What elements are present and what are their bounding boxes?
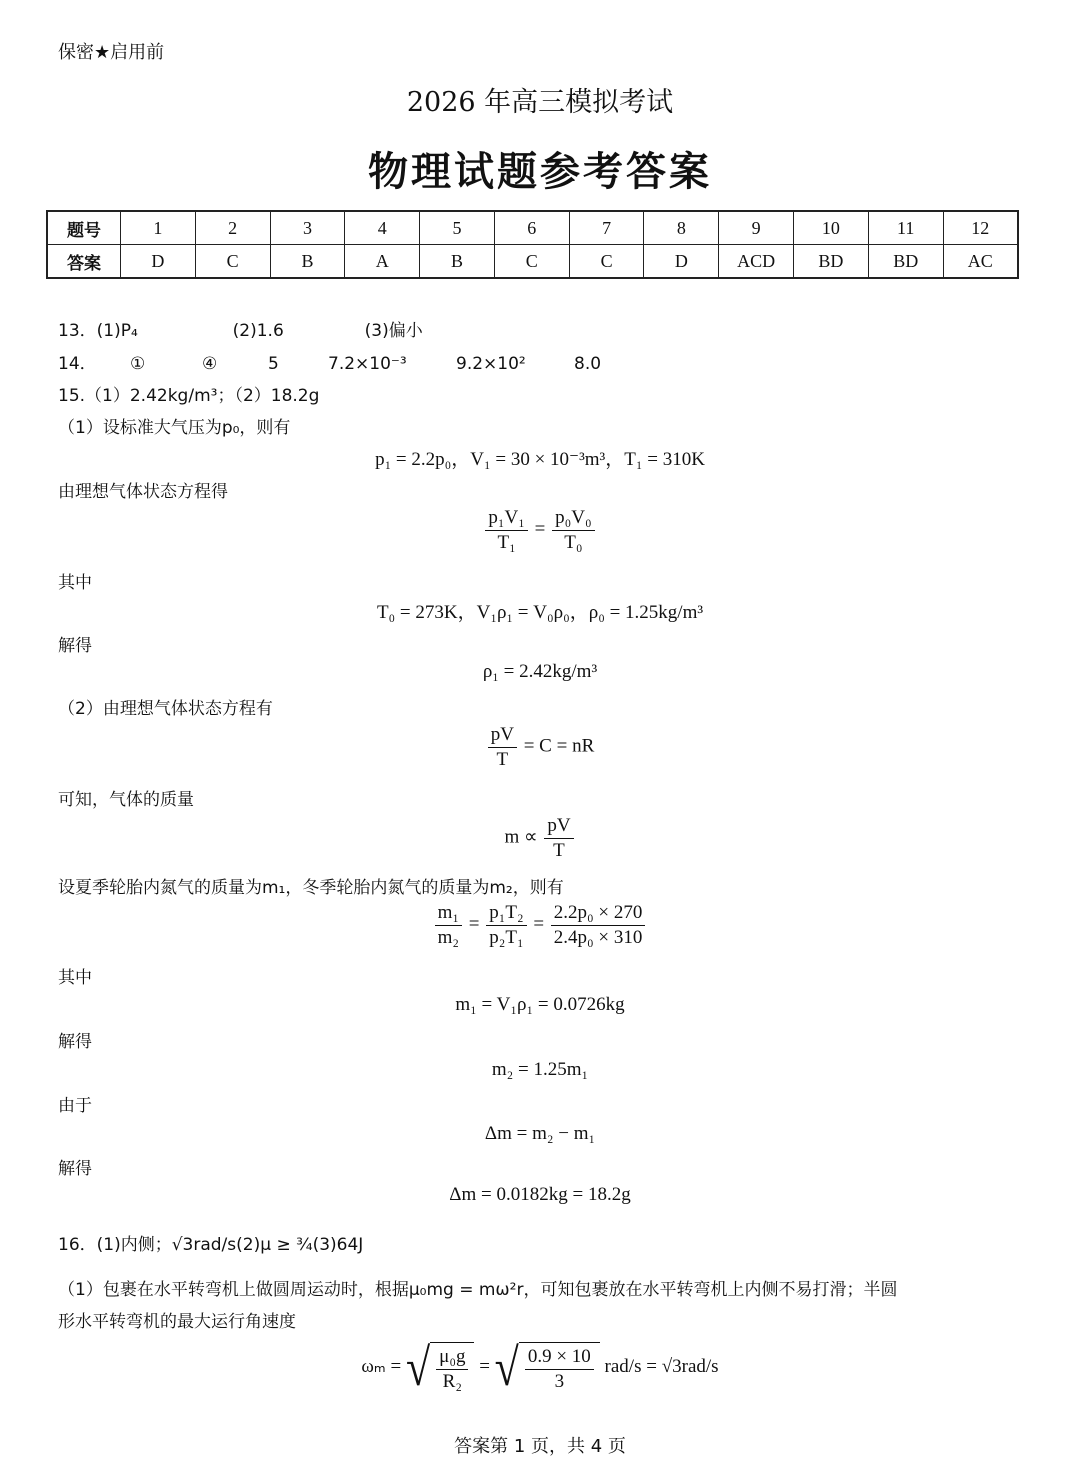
table-cell: 1	[121, 211, 196, 245]
q15-eq6	[0, 814, 1080, 863]
q14-answer	[58, 349, 601, 374]
fraction-denominator: T	[553, 839, 565, 861]
table-cell: 11	[868, 211, 943, 245]
q15-part1-intro: （1）设标准大气压为p₀，则有	[58, 418, 291, 438]
q14-item: 5	[268, 354, 279, 374]
table-cell: 3	[270, 211, 345, 245]
q15-eq4: ρ₁ = 2.42kg/m³	[482, 661, 598, 682]
fraction-numerator: 0.9 × 10	[525, 1345, 594, 1370]
square-root: √ $\frac{0.9 \times 10}{3}$	[495, 1342, 600, 1394]
q13-label: 13．	[58, 321, 97, 341]
fraction-numerator: 2.2p₀ × 270	[551, 901, 646, 926]
table-cell: C	[494, 245, 569, 279]
fraction-numerator: p₁T₂	[486, 901, 526, 926]
q15-eq9: m₂ = 1.25m₁	[491, 1059, 589, 1080]
equation-left: ωₘ =	[361, 1356, 402, 1378]
q15-text: 由于	[58, 1096, 92, 1116]
table-cell: B	[270, 245, 345, 279]
q14-item: 7.2×10⁻³	[328, 354, 407, 374]
q15-text: 由理想气体状态方程得	[58, 482, 228, 502]
table-cell: C	[569, 245, 644, 279]
q15-eq11: Δm = 0.0182kg = 18.2g	[449, 1184, 631, 1205]
q14-item: ④	[202, 354, 218, 374]
table-cell: 8	[644, 211, 719, 245]
table-cell: BD	[868, 245, 943, 279]
table-cell: 9	[719, 211, 794, 245]
q14-item: 8.0	[574, 354, 602, 374]
table-cell: 5	[420, 211, 495, 245]
table-cell: C	[195, 245, 270, 279]
table-cell: D	[644, 245, 719, 279]
q15-text: 可知，气体的质量	[58, 790, 194, 810]
q15-eq7: $\frac{\text{m₁}}{\text{m₂}}$ = $\frac{\text{p₁T₂}}{\text{p₂T₁}}$ = $\frac{\text{2.2p₀ × 270}}{\text{2.4p₀ × 310}}$	[0, 901, 1080, 950]
q14-item: ①	[130, 354, 146, 374]
fraction-numerator: p₀V₀	[552, 506, 594, 531]
q13-part1: (1)P₄	[96, 321, 138, 341]
table-cell: 10	[794, 211, 869, 245]
q13-part2: (2)1.6	[232, 321, 284, 341]
equation-tail: rad/s = √3rad/s	[604, 1356, 719, 1378]
confidential-mark: 保密★启用前	[58, 42, 165, 63]
table-cell: 4	[345, 211, 420, 245]
q15-text: 其中	[58, 968, 92, 988]
fraction-numerator: μ₀g	[436, 1345, 468, 1370]
fraction-denominator: 3	[554, 1370, 565, 1392]
q15-eq1: p₁ = 2.2p₀，V₁ = 30 × 10⁻³m³，T₁ = 310K	[375, 449, 705, 470]
exam-title: 2026 年高三模拟考试	[406, 87, 674, 118]
q14-item: 9.2×10²	[456, 354, 526, 374]
q15-eq5	[0, 723, 1080, 772]
table-cell: 6	[494, 211, 569, 245]
page-footer: 答案第 1 页，共 4 页	[454, 1436, 626, 1457]
q15-part2-intro: （2）由理想气体状态方程有	[58, 699, 273, 719]
equation-left: m ∝	[504, 826, 538, 848]
q16-summary: 16．(1)内侧；√3rad/s(2)μ ≥ ¾(3)64J	[58, 1235, 364, 1255]
q15-eq10: Δm = m₂ − m₁	[484, 1123, 596, 1144]
fraction-numerator: pV	[488, 723, 517, 748]
table-cell: ACD	[719, 245, 794, 279]
fraction-denominator: m₂	[437, 926, 459, 948]
fraction-numerator: m₁	[435, 901, 462, 926]
fraction-numerator: pV	[544, 814, 573, 839]
q15-eq8: m₁ = V₁ρ₁ = 0.0726kg	[455, 994, 625, 1015]
fraction-numerator: p₁V₁	[485, 506, 527, 531]
q15-text: 其中	[58, 573, 92, 593]
table-cell: 12	[943, 211, 1018, 245]
row-label-number: 题号	[47, 211, 121, 245]
fraction-denominator: p₂T₁	[489, 926, 524, 948]
row-label-answer: 答案	[47, 245, 121, 279]
answer-row	[47, 245, 1018, 279]
q13-part3: (3)偏小	[364, 321, 423, 341]
table-cell: A	[345, 245, 420, 279]
fraction-denominator: T₀	[564, 531, 583, 553]
table-cell: B	[420, 245, 495, 279]
q15-eq3: T₀ = 273K，V₁ρ₁ = V₀ρ₀，ρ₀ = 1.25kg/m³	[376, 602, 704, 623]
q15-text: 解得	[58, 1159, 92, 1179]
fraction-denominator: R₂	[442, 1370, 462, 1392]
q15-eq2: $\frac{\text{p₁V₁}}{\text{T₁}}$ = $\frac{\text{p₀V₀}}{\text{T₀}}$	[0, 506, 1080, 555]
q16-part1-line2: 形水平转弯机的最大运行角速度	[58, 1312, 296, 1332]
table-cell: BD	[794, 245, 869, 279]
q15-summary: 15.（1）2.42kg/m³；（2）18.2g	[58, 386, 320, 406]
q14-label: 14．	[58, 354, 97, 374]
q16-part1-line1: （1）包裹在水平转弯机上做圆周运动时，根据μ₀mg = mω²r，可知包裹放在水平转弯机上内侧不易打滑；半圆	[58, 1280, 898, 1300]
q15-text: 解得	[58, 1032, 92, 1052]
table-cell: AC	[943, 245, 1018, 279]
fraction-denominator: T₁	[497, 531, 516, 553]
fraction-denominator: 2.4p₀ × 310	[553, 926, 643, 948]
page-title: 物理试题参考答案	[368, 148, 712, 195]
q16-eq-omega: ωₘ = √ $\frac{\text{μ₀g}}{\text{R₂}}$ = √ $\frac{0.9 \times 10}{3}$ rad/s = √3rad/s	[361, 1337, 719, 1397]
answer-table	[46, 210, 1019, 279]
table-cell: 2	[195, 211, 270, 245]
square-root: √ $\frac{\text{μ₀g}}{\text{R₂}}$	[406, 1342, 474, 1394]
fraction-denominator: T	[496, 748, 509, 770]
question-number-row	[47, 211, 1018, 245]
table-cell: D	[121, 245, 196, 279]
q13-answer	[58, 316, 423, 341]
q15-text: 设夏季轮胎内氮气的质量为m₁，冬季轮胎内氮气的质量为m₂，则有	[58, 878, 564, 898]
table-cell: 7	[569, 211, 644, 245]
q15-text: 解得	[58, 636, 92, 656]
equation-rest: = C = nR	[523, 735, 595, 757]
